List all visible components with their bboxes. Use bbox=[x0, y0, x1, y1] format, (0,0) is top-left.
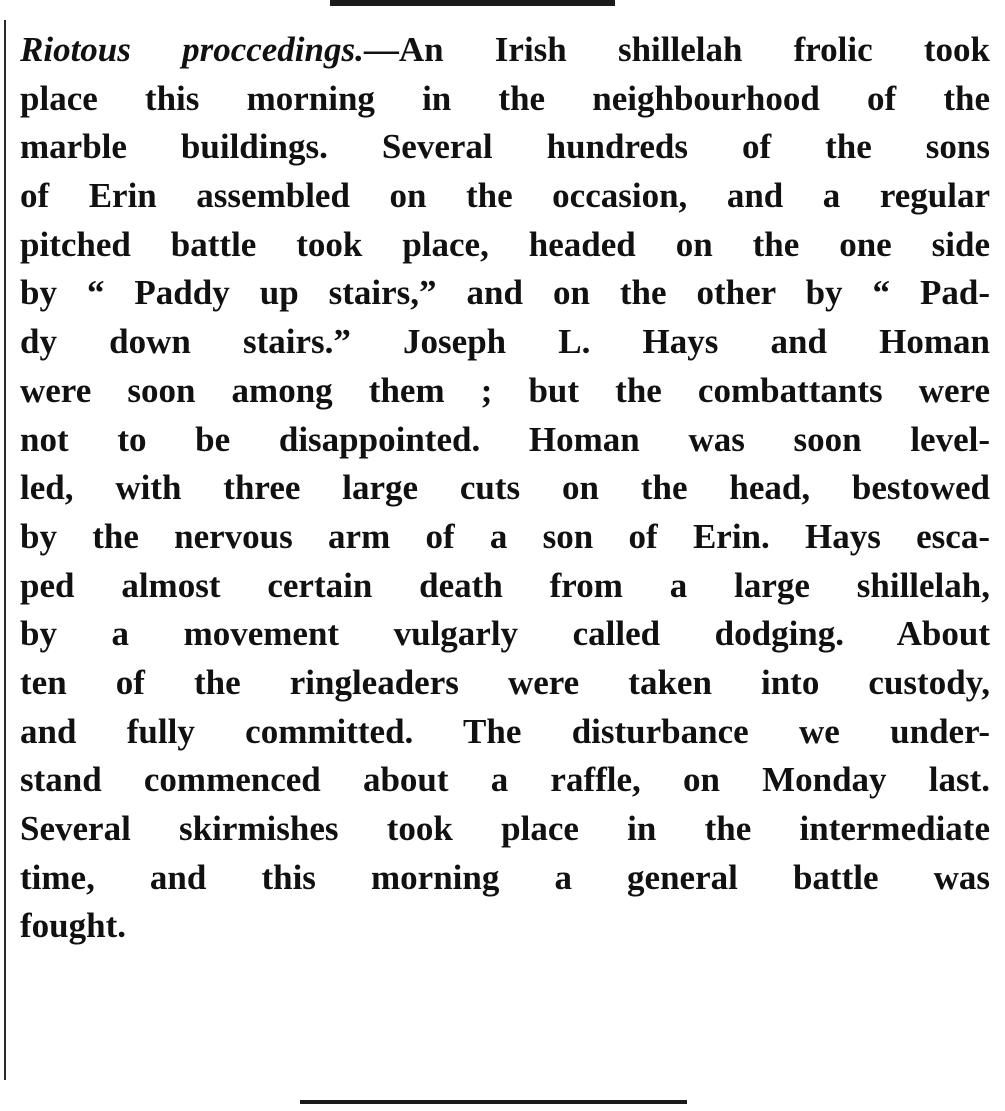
article-line-13: by a movement vulgarly called dodging. About bbox=[20, 614, 990, 654]
article-line-19: fought. bbox=[20, 906, 126, 946]
article-line-10: led, with three large cuts on the head, bestowed bbox=[20, 468, 990, 508]
article-line-6: by “ Paddy up stairs,” and on the other by “ Pad- bbox=[20, 273, 990, 313]
article-line-1 bbox=[20, 26, 990, 75]
article-line-8: were soon among them ; but the combattants were bbox=[20, 370, 990, 410]
article-line-3: marble buildings. Several hundreds of the sons bbox=[20, 127, 990, 167]
article-line-16: stand commenced about a raffle, on Monday last. bbox=[20, 760, 990, 800]
article-line-9: not to be disappointed. Homan was soon level- bbox=[20, 419, 990, 459]
article-line-12: ped almost certain death from a large shillelah, bbox=[20, 565, 990, 605]
article-line-18: time, and this morning a general battle was bbox=[20, 857, 990, 897]
column-border-rule bbox=[4, 20, 6, 1080]
article-headline: Riotous proccedings. bbox=[20, 30, 364, 69]
article-line-15: and fully committed. The disturbance we under- bbox=[20, 711, 990, 751]
article-line-1-text: —An Irish shillelah frolic took bbox=[363, 30, 990, 69]
article-line-4: of Erin assembled on the occasion, and a regular bbox=[20, 176, 990, 216]
top-divider-rule bbox=[330, 0, 615, 6]
article-line-2: place this morning in the neighbourhood of the bbox=[20, 78, 990, 118]
article-line-11: by the nervous arm of a son of Erin. Hays esca- bbox=[20, 516, 990, 556]
article-line-5: pitched battle took place, headed on the one side bbox=[20, 224, 990, 264]
article-line-7: dy down stairs.” Joseph L. Hays and Homan bbox=[20, 322, 990, 362]
news-article bbox=[20, 26, 990, 951]
article-line-14: ten of the ringleaders were taken into custody, bbox=[20, 662, 990, 702]
article-line-17: Several skirmishes took place in the intermediate bbox=[20, 809, 990, 848]
bottom-divider-rule bbox=[300, 1100, 687, 1104]
